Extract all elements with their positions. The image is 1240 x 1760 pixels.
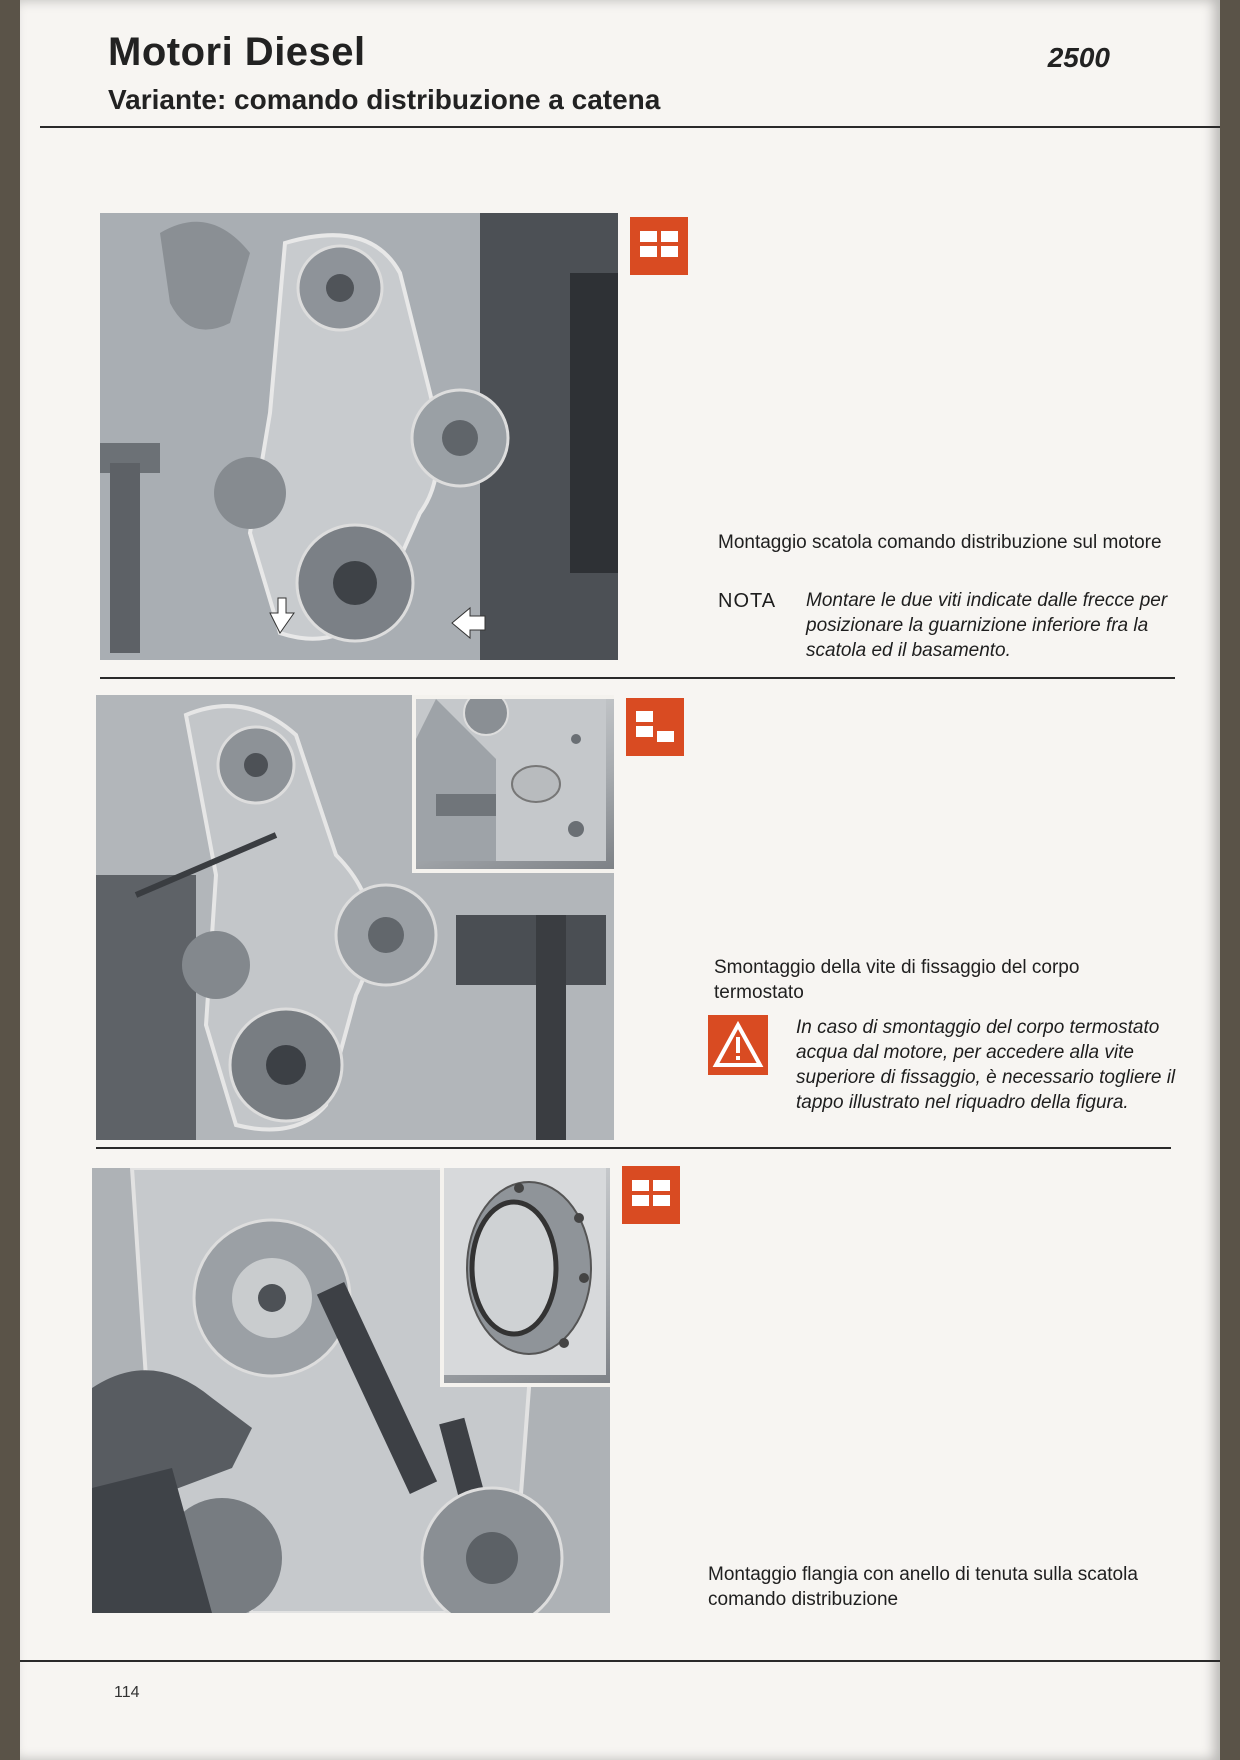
section-3-caption: Montaggio flangia con anello di tenuta sulla scatola comando distribuzione xyxy=(708,1564,1138,1610)
manual-page xyxy=(20,0,1220,1760)
section-2-caption: Smontaggio della vite di fissaggio del corpo termostato xyxy=(714,957,1080,1003)
section-divider xyxy=(100,677,1175,679)
engine-code: 2500 xyxy=(1047,42,1110,73)
warning-text: In caso di smontaggio del corpo termostato acqua dal motore, per accedere alla vite superiore di fissaggio, è necessario togliere il tappo illustrato nel riquadro della figura. xyxy=(796,1017,1176,1113)
engine-photo-flange xyxy=(92,1168,610,1613)
engine-photo-timing-case xyxy=(100,213,618,660)
thermostat-plug-inset xyxy=(412,695,614,873)
page-subtitle: Variante: comando distribuzione a catena xyxy=(108,84,661,115)
warning-icon xyxy=(708,1015,768,1075)
section-1-caption: Montaggio scatola comando distribuzione sul motore xyxy=(718,532,1162,553)
page-title: Motori Diesel xyxy=(108,30,366,74)
seal-flange-inset xyxy=(440,1168,610,1387)
engine-photo-thermostat xyxy=(96,695,614,1140)
assembly-icon xyxy=(630,217,688,275)
header-divider xyxy=(40,126,1220,128)
assembly-icon xyxy=(622,1166,680,1224)
section-divider xyxy=(96,1147,1171,1149)
footer-divider xyxy=(20,1660,1220,1662)
note-text: Montare le due viti indicate dalle frecce per posizionare la guarnizione inferiore fra la scatola ed il basamento. xyxy=(806,590,1168,661)
disassembly-icon xyxy=(626,698,684,756)
page-number: 114 xyxy=(114,1684,140,1701)
note-label: NOTA xyxy=(718,590,777,612)
